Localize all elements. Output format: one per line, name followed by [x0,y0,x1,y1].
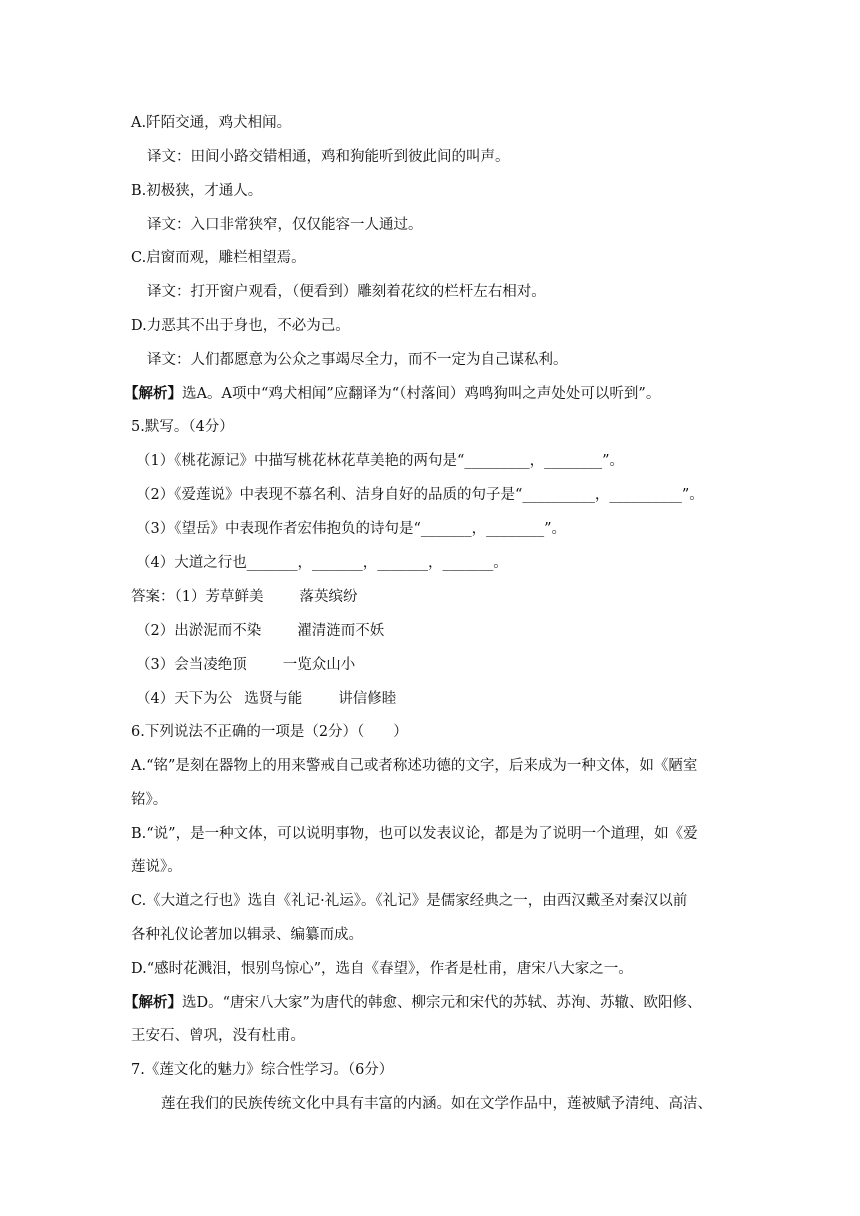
q4-translation-a: 译文：田间小路交错相通，鸡和狗能听到彼此间的叫声。 [147,149,510,165]
analysis-tag: 【解析】 [124,995,182,1011]
q6-option-a-line-1: A.“铭”是刻在器物上的用来警戒自己或者称述功德的文字，后来成为一种文体，如《陋室 [131,758,698,774]
answer-text: 讲信修睦 [338,691,397,707]
answer-text: 濯清涟而不妖 [297,623,385,639]
q6-title: 6.下列说法不正确的一项是（2分）（ ） [131,724,408,740]
q7-title: 7.《莲文化的魅力》综合性学习。（6分） [131,1062,394,1078]
analysis-tag: 【解析】 [124,386,182,402]
q5-item-4: （4）大道之行也_______，_______，_______，_______。 [136,555,508,571]
q6-option-b-line-2: 莲说》。 [131,859,182,875]
answer-label: 答案：（1）芳草鲜美 [131,589,264,605]
q4-option-c: C.启窗而观，雕栏相望焉。 [131,250,306,266]
q4-option-d: D.力恶其不出于身也，不必为己。 [131,318,350,334]
analysis-text: 选D。“唐宋八大家”为唐代的韩愈、柳宗元和宋代的苏轼、苏洵、苏辙、欧阳修、 [182,995,702,1011]
q4-analysis [124,384,764,404]
q5-item-2: （2）《爱莲说》中表现不慕名利、洁身自好的品质的句子是“__________，__________”。 [136,487,704,503]
answer-text: 落英缤纷 [299,589,358,605]
q6-analysis-line-2: 王安石、曾巩，没有杜甫。 [131,1028,305,1044]
q5-answer-3 [136,655,764,675]
answer-text: 选贤与能 [244,691,303,707]
answer-text: （4）天下为公 [136,691,233,707]
q6-option-a-line-2: 铭》。 [131,792,168,808]
q4-option-b: B.初极狭，才通人。 [131,183,263,199]
analysis-text: 选A。A项中“鸡犬相闻”应翻译为“（村落间）鸡鸣狗叫之声处处可以听到”。 [182,386,661,402]
answer-text: （3）会当凌绝顶 [136,657,247,673]
q5-answer-2 [136,621,764,641]
q7-paragraph: 莲在我们的民族传统文化中具有丰富的内涵。如在文学作品中，莲被赋予清纯、高洁、 [161,1096,712,1112]
q5-title: 5.默写。（4分） [131,419,234,435]
q5-answer-4 [136,689,764,709]
q5-item-3: （3）《望岳》中表现作者宏伟抱负的诗句是“_______，________”。 [136,521,567,537]
q5-item-1: （1）《桃花源记》中描写桃花林花草美艳的两句是“_________，________”。 [136,453,625,469]
answer-text: 一览众山小 [282,657,356,673]
q6-option-d: D.“感时花溅泪，恨别鸟惊心”，选自《春望》，作者是杜甫，唐宋八大家之一。 [131,961,633,977]
q4-translation-c: 译文：打开窗户观看，（便看到）雕刻着花纹的栏杆左右相对。 [147,284,546,300]
q4-translation-d: 译文：人们都愿意为公众之事竭尽全力，而不一定为自己谋私利。 [147,352,568,368]
q4-translation-b: 译文：入口非常狭窄，仅仅能容一人通过。 [147,217,423,233]
answer-text: （2）出淤泥而不染 [136,623,262,639]
q6-option-b-line-1: B.“说”，是一种文体，可以说明事物，也可以发表议论，都是为了说明一个道理，如《爱 [131,826,698,842]
q4-option-a: A.阡陌交通，鸡犬相闻。 [131,115,292,131]
q5-answer-1 [131,587,764,607]
q6-analysis [124,993,764,1013]
q6-option-c-line-2: 各种礼仪论著加以辑录、编纂而成。 [131,927,363,943]
q6-option-c-line-1: C.《大道之行也》选自《礼记·礼运》。《礼记》是儒家经典之一，由西汉戴圣对秦汉以前 [131,893,688,909]
